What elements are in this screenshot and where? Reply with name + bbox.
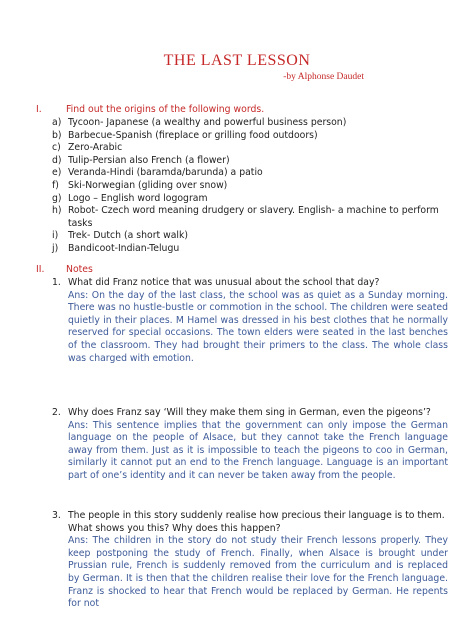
section-1-title: Find out the origins of the following words. [66,104,265,115]
list-item [52,155,462,168]
list-text: Veranda-Hindi (baramda/barunda) a patio [68,167,263,179]
question [52,510,448,535]
question-block-1 [52,277,448,365]
list-marker: j) [52,242,59,254]
list-marker: d) [52,154,62,166]
list-text: Tycoon- Japanese (a wealthy and powerful business person) [68,117,347,128]
question-number: 2. [52,407,61,418]
question-block-2 [52,407,448,483]
list-item [52,167,462,180]
question-number: 1. [52,277,61,288]
question-block-3 [52,510,448,611]
list-text: Zero-Arabic [68,142,123,154]
list-text: Ski-Norwegian (gliding over snow) [68,179,228,191]
answer-text: Ans: On the day of the last class, the school was as quiet as a Sunday morning. There was no hustle-bustle or commotion in the school. The children were seated quietly in their places. M Hamel was dressed in his best clothes that he normally reserved for special occasions. The town elders were seated in the last benches of the classroom. They had brought their primers to the class. The whole class was charged with emotion. [68,289,448,364]
author-byline: -by Alphonse Daudet [283,72,364,82]
list-text: Logo – English word logogram [68,192,208,204]
list-item [52,130,462,143]
section-2-numeral: II. [36,264,45,275]
list-text: Barbecue-Spanish (fireplace or grilling food outdoors) [68,129,318,141]
list-marker: b) [52,129,62,141]
question-text: What did Franz notice that was unusual about the school that day? [68,277,380,288]
list-item [52,205,462,230]
list-item [52,230,462,243]
page-title: THE LAST LESSON [163,52,311,69]
section-1-heading [36,104,264,115]
list-item [52,142,462,155]
question-text: The people in this story suddenly realise how precious their language is to them. What shows you this? Why does this happen? [68,510,445,534]
list-item [52,243,462,256]
list-text: Robot- Czech word meaning drudgery or slavery. English- a machine to perform tasks [68,205,439,229]
list-item [52,117,462,130]
list-marker: h) [52,205,62,217]
answer-text: Ans: The children in the story do not study their French lessons properly. They keep postponing the study of French. Finally, when Alsace is brought under Prussian rule, French is suddenly removed from the curriculum and is replaced by German. It is then that the children realise their love for the French language. Franz is shocked to hear that French would be replaced by German. He repents for not [68,535,448,610]
answer-text: Ans: This sentence implies that the government can only impose the German language on the people of Alsace, but they cannot take the French language away from them. Just as it is impossible to teach the pigeons to coo in German, similarly it cannot put an end to the French language. Language is an important part of one’s identity and it can never be taken away from the people. [68,419,448,481]
list-marker: e) [52,167,62,179]
list-text: Bandicoot-Indian-Telugu [68,242,180,254]
section-1-numeral: I. [36,104,42,115]
list-text: Tulip-Persian also French (a flower) [68,154,230,166]
question-text: Why does Franz say ‘Will they make them sing in German, even the pigeons’? [68,407,431,418]
list-marker: c) [52,142,61,154]
list-marker: f) [52,179,59,191]
section-2-title: Notes [66,264,93,275]
question [52,407,448,420]
list-marker: g) [52,192,62,204]
word-origins-list [52,117,462,256]
list-marker: a) [52,117,62,128]
list-marker: i) [52,230,59,242]
list-item [52,180,462,193]
list-text: Trek- Dutch (a short walk) [68,230,189,242]
section-2-heading [36,264,93,275]
question [52,277,448,290]
list-item [52,193,462,206]
question-number: 3. [52,510,61,521]
